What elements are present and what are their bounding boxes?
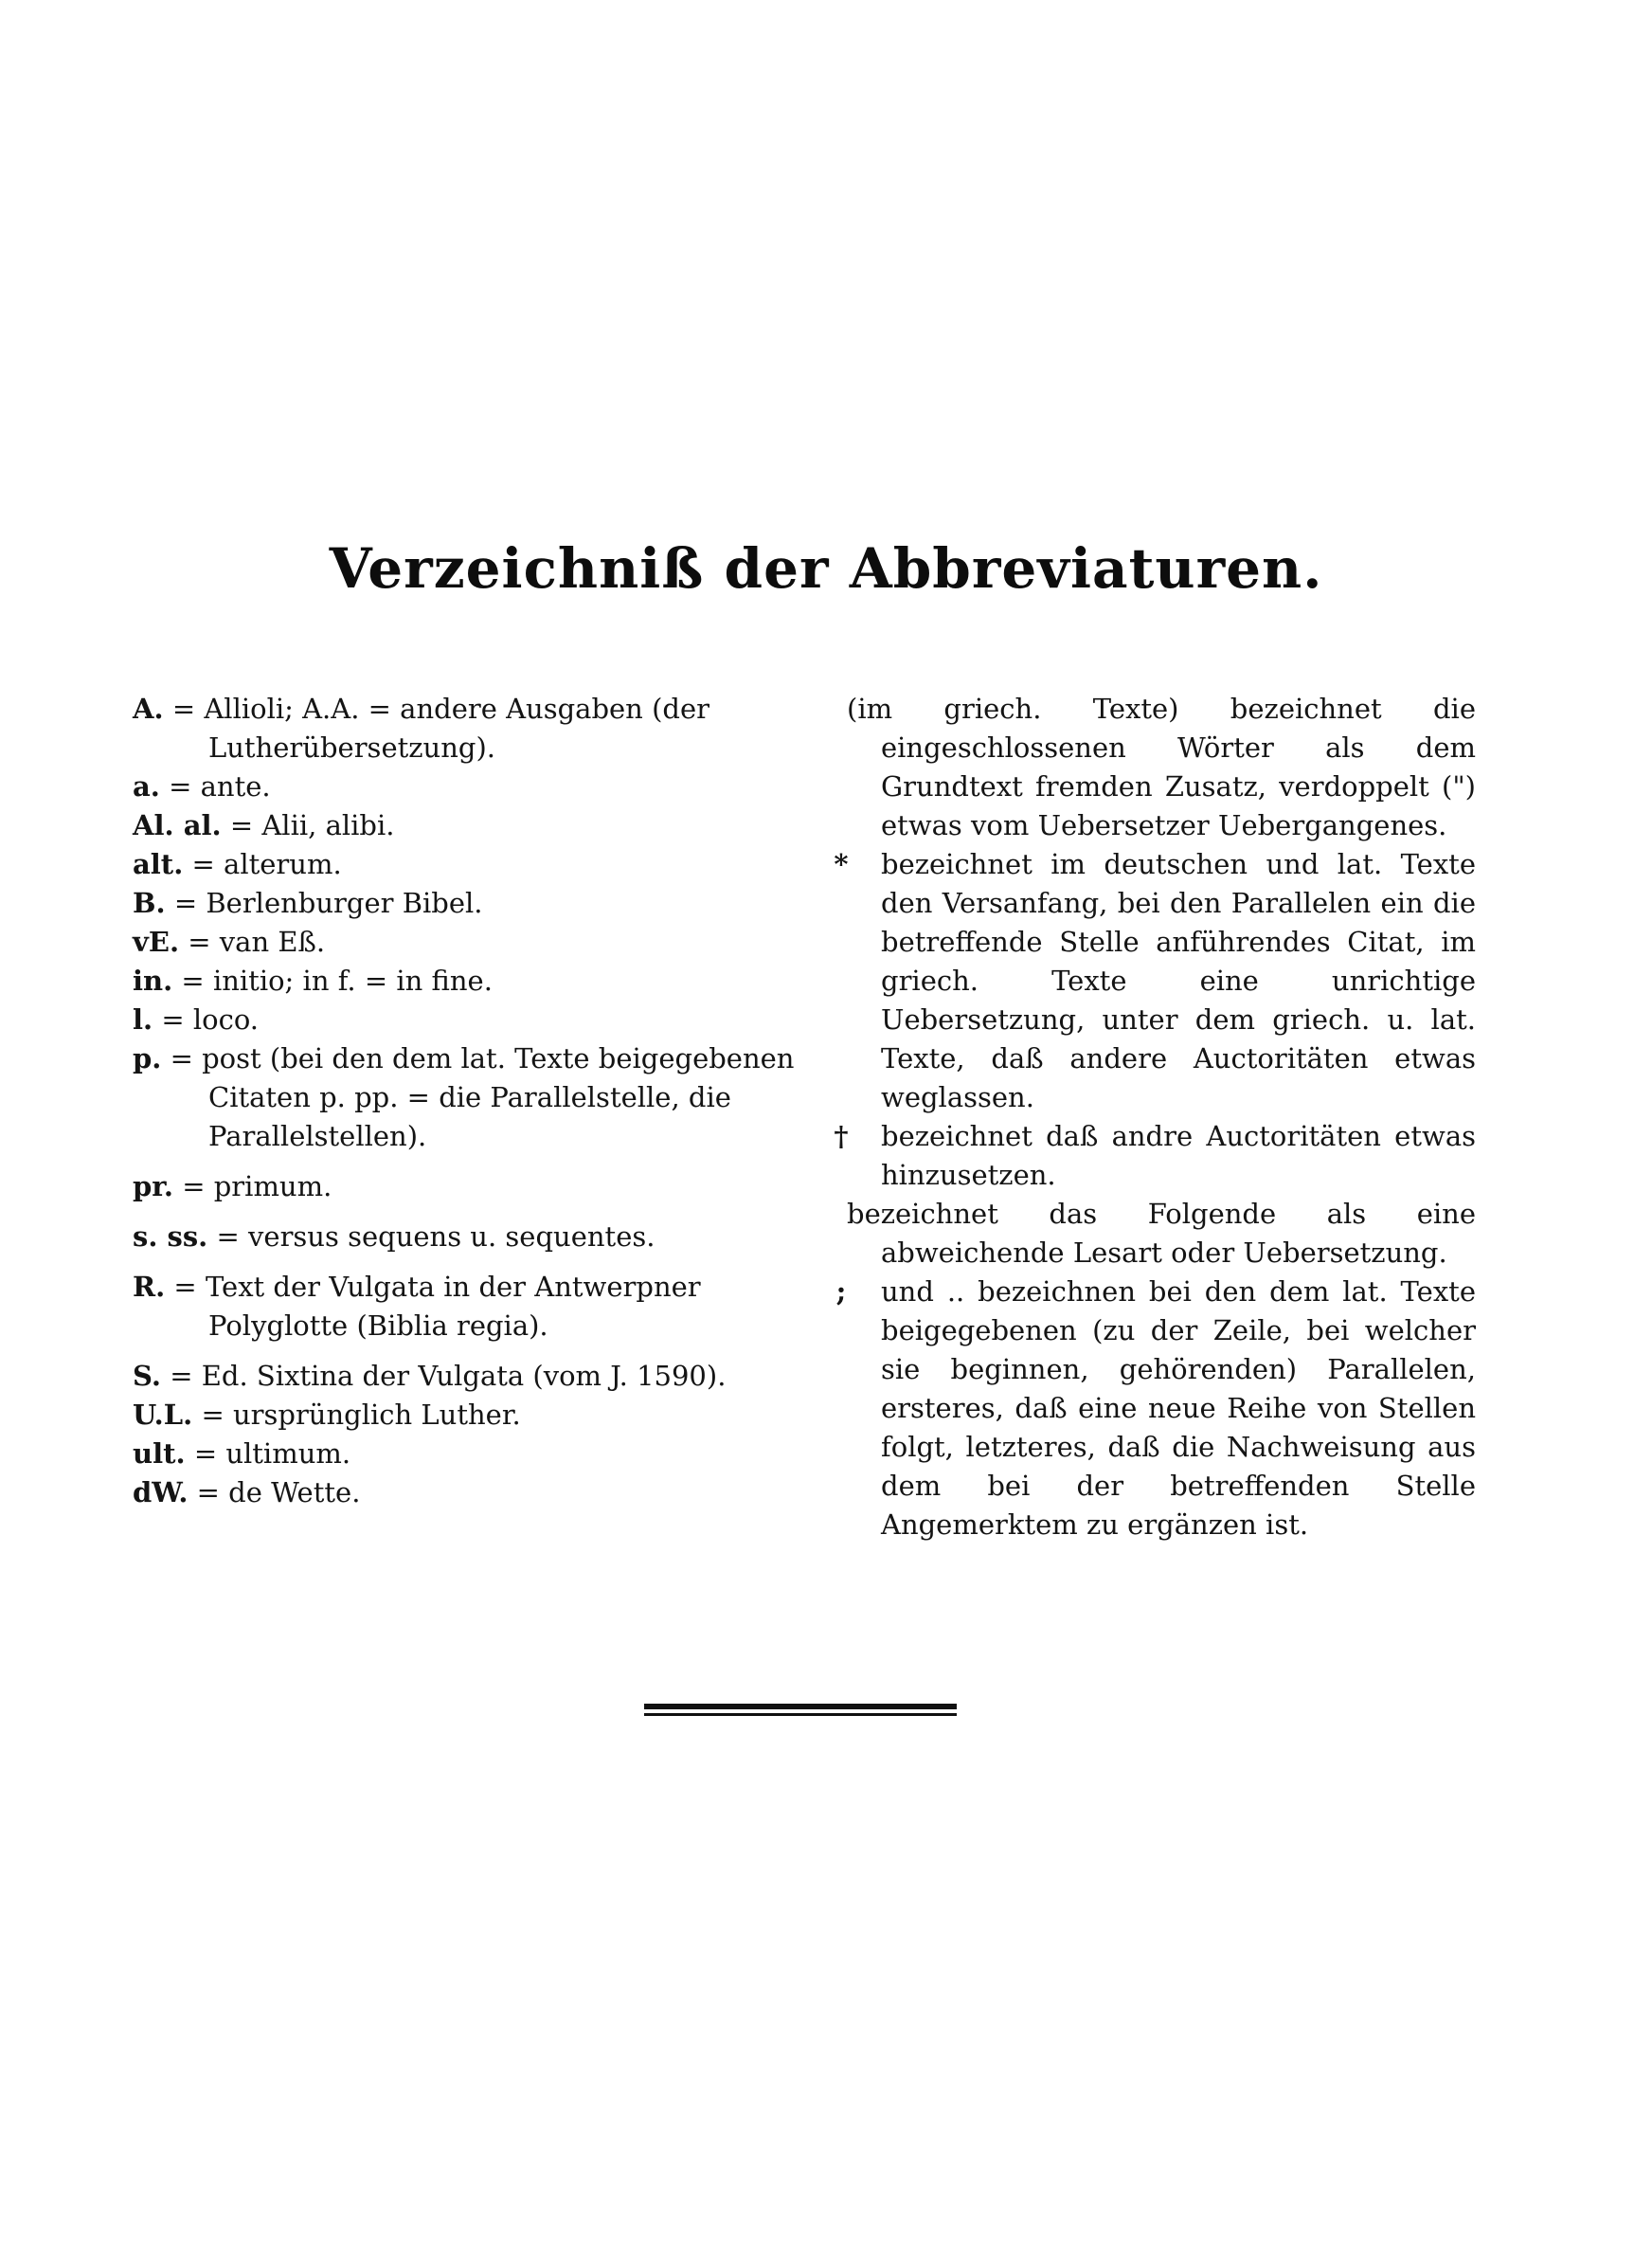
closing-rule-thin — [644, 1713, 957, 1716]
abbreviation-definition: = ultimum. — [193, 1437, 351, 1470]
abbreviation-definition: = alterum. — [191, 848, 342, 880]
abbreviation-definition: = post (bei den dem lat. Texte beigegebenen Citaten p. pp. = die Parallelstelle, die Parallelstellen). — [170, 1042, 795, 1152]
abbreviation-definition: = Berlenburger Bibel. — [173, 887, 483, 919]
abbreviation-term: U.L. — [133, 1399, 193, 1431]
abbreviation-entry — [133, 690, 834, 767]
abbreviation-term: ult. — [133, 1437, 186, 1470]
symbol-description: und .. bezeichnen bei den dem lat. Texte beigegebenen (zu der Zeile, bei welcher sie beginnen, gehörenden) Parallelen, ersteres, daß eine neue Reihe von Stellen folgt, letzteres, daß die Nachweisung aus dem bei der betreffenden Stelle Angemerktem zu ergänzen ist. — [881, 1275, 1476, 1541]
abbreviation-entry — [133, 1396, 834, 1435]
symbol-entry — [813, 1273, 1476, 1544]
abbreviation-definition: = loco. — [161, 1003, 260, 1036]
closing-rule-thick — [644, 1704, 957, 1709]
abbreviation-term: B. — [133, 887, 166, 919]
abbreviation-entry — [133, 884, 834, 923]
abbreviation-term: S. — [133, 1360, 162, 1392]
abbreviation-term: R. — [133, 1271, 166, 1303]
symbol-entry — [813, 1195, 1476, 1273]
symbol-list — [813, 690, 1476, 1544]
abbreviation-definition: = Text der Vulgata in der Antwerpner Polyglotte (Biblia regia). — [173, 1271, 701, 1342]
abbreviation-definition: = primum. — [182, 1170, 332, 1202]
abbreviation-term: a. — [133, 770, 160, 803]
abbreviation-definition: = Allioli; A.A. = andere Ausgaben (der Lutherübersetzung). — [171, 693, 709, 764]
abbreviation-definition: = van Eß. — [188, 926, 326, 958]
symbol-description: bezeichnet im deutschen und lat. Texte den Versanfang, bei den Parallelen ein die betreffende Stelle anführendes Citat, im griech. Texte eine unrichtige Uebersetzung, unter dem griech. u. lat. Texte, daß andere Auctoritäten etwas weglassen. — [881, 848, 1476, 1113]
abbreviation-entry — [133, 1001, 834, 1039]
asterisk-mark: * — [834, 848, 849, 880]
abbreviation-definition: = Ed. Sixtina der Vulgata (vom J. 1590). — [170, 1360, 727, 1392]
dagger-mark: † — [834, 1120, 849, 1152]
abbreviation-term: A. — [133, 693, 164, 725]
symbol-entry — [813, 690, 1476, 845]
abbreviation-entry — [133, 845, 834, 884]
abbreviation-definition: = initio; in f. = in fine. — [181, 965, 493, 997]
abbreviation-entry — [133, 923, 834, 962]
abbreviation-definition: = Alii, alibi. — [229, 809, 395, 841]
symbol-entry — [813, 845, 1476, 1117]
abbreviation-term: dW. — [133, 1476, 189, 1508]
abbreviation-definition: = ursprünglich Luther. — [201, 1399, 521, 1431]
abbreviation-definition: = de Wette. — [196, 1476, 361, 1508]
abbreviation-entry — [133, 1473, 834, 1512]
abbreviation-term: pr. — [133, 1170, 173, 1202]
symbol-description: (im griech. Texte) bezeichnet die eingeschlossenen Wörter als dem Grundtext fremden Zusatz, verdoppelt (") etwas vom Uebersetzer Uebergangenes. — [847, 693, 1476, 841]
abbreviation-entry — [133, 1167, 834, 1206]
abbreviation-term: l. — [133, 1003, 153, 1036]
abbreviation-entry — [133, 767, 834, 806]
symbol-description: bezeichnet das Folgende als eine abweichende Lesart oder Uebersetzung. — [847, 1198, 1476, 1269]
abbreviation-entry — [133, 1218, 834, 1256]
symbol-entry — [813, 1117, 1476, 1195]
abbreviation-term: Al. al. — [133, 809, 222, 841]
abbreviation-definition: = ante. — [169, 770, 271, 803]
abbreviation-entry — [133, 1268, 834, 1345]
page-title: Verzeichniß der Abbreviaturen. — [329, 536, 1323, 601]
abbreviation-entry — [133, 1435, 834, 1473]
abbreviation-term: vE. — [133, 926, 180, 958]
abbreviation-list — [133, 690, 834, 1512]
abbreviation-entry — [133, 962, 834, 1001]
semicolon-mark: ; — [835, 1275, 847, 1308]
abbreviation-definition: = versus sequens u. sequentes. — [216, 1220, 655, 1253]
symbol-description: bezeichnet daß andre Auctoritäten etwas hinzusetzen. — [881, 1120, 1476, 1191]
abbreviation-entry — [133, 806, 834, 845]
abbreviation-entry — [133, 1039, 834, 1156]
abbreviation-entry — [133, 1357, 834, 1396]
abbreviation-term: s. ss. — [133, 1220, 208, 1253]
abbreviation-term: p. — [133, 1042, 162, 1074]
abbreviation-term: in. — [133, 965, 173, 997]
abbreviation-term: alt. — [133, 848, 184, 880]
